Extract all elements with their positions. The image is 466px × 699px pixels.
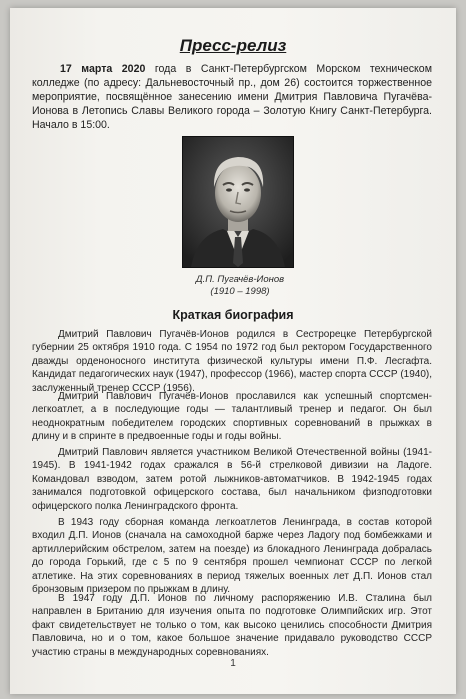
portrait-photo [182, 136, 294, 268]
photo-caption [160, 274, 320, 298]
portrait-image [183, 137, 293, 267]
bio-paragraph-4: В 1943 году сборная команда легкоатлетов Ленинграда, в состав которой входил Д.П. Ионов (сначала на самоходной барже через Ладогу под бомбежками и артиллерийским обстрелом, затем на поезде) из блокадного Ленинграда добралась до города Горький, где с 5 по 9 сентября прошел чемпионат СССР по легкой атлетике. На этих соревнованиях в период тяжелых военных лет Д.П. Ионов стал бронзовым призером по прыжкам в длину. [32, 517, 432, 596]
biography-heading: Краткая биография [172, 308, 294, 322]
document-page [10, 8, 456, 694]
bio-paragraph-2: Дмитрий Павлович Пугачёв-Ионов прославился как успешный спортсмен-легкоатлет, а в последующие годы — талантливый тренер и педагог. Он был неоднократным победителем городских спортивных соревнований в прыжках в длину и в спринте в предвоенные годы и годы войны. [32, 391, 432, 443]
caption-name: Д.П. Пугачёв-Ионов [195, 274, 285, 285]
page-number: 1 [230, 658, 236, 669]
bio-paragraph-1: Дмитрий Павлович Пугачёв-Ионов родился в Сестрорецке Петербургской губернии 25 октября 1910 года. С 1954 по 1972 год был ректором Государственного дважды орденоносного института физической культуры имени П.Ф. Лесгафта. Кандидат педагогических наук (1947), профессор (1966), мастер спорта СССР (1940), заслуженный тренер СССР (1956). [32, 329, 432, 394]
event-date: 17 марта 2020 [60, 63, 146, 75]
bio-paragraph-3: Дмитрий Павлович является участником Великой Отечественной войны (1941-1945). В 1941-1942 годах сражался в 56-й стрелковой дивизии на Ладоге. Командовал взводом, затем ротой лыжников-автоматчиков. В 1942-1945 годах занимался подготовкой офицерского состава, был начальником физподготовки офицерского полка Ленинградского фронта. [32, 447, 432, 512]
intro-paragraph [32, 62, 432, 132]
caption-years: (1910 – 1998) [210, 286, 270, 297]
bio-paragraph-5: В 1947 году Д.П. Ионов по личному распоряжению И.В. Сталина был направлен в Британию для изучения опыта по подготовке Олимпийских игр. Этот факт свидетельствует не только о том, как высоко ценились способности Дмитрия Павловича, но и о том, какое большое значение придавало руководство СССР участию страны в международных соревнованиях. [32, 593, 432, 658]
page-title: Пресс-релиз [179, 36, 287, 55]
intro-text: года в Санкт-Петербургском Морском техническом колледже (по адресу: Дальневосточный пр., дом 26) состоится торжественное мероприятие, посвящённое занесению имени Дмитрия Павловича Пугачёва-Ионова в Летопись Славы Великого города – Золотую Книгу Санкт-Петербурга. Начало в 15:00. [32, 63, 432, 131]
